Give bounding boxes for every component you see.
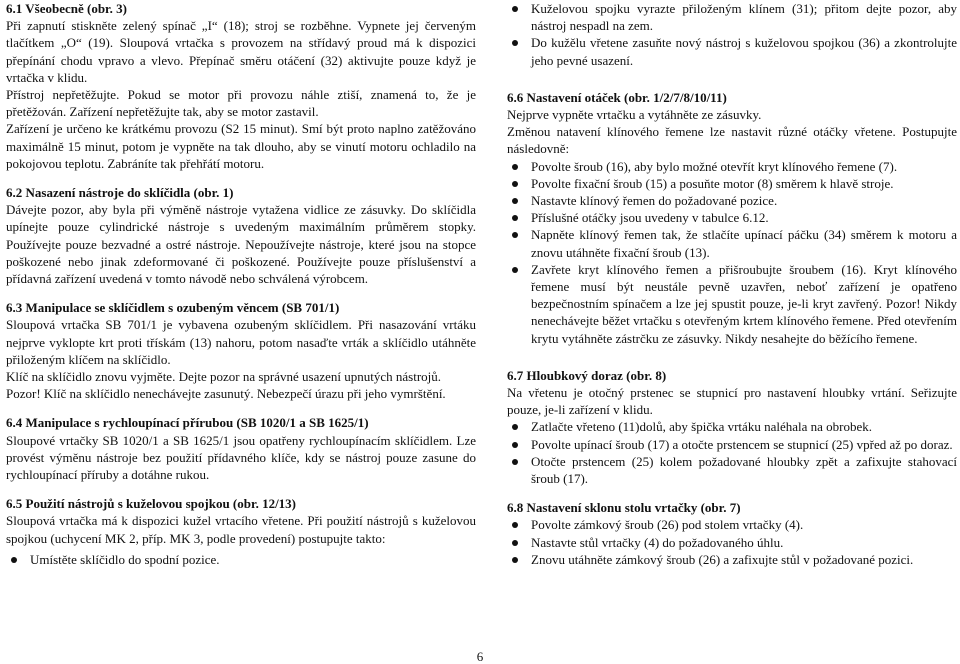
section-6-3-heading: 6.3 Manipulace se sklíčidlem s ozubeným věncem (SB 701/1) [6, 300, 340, 316]
right-column [507, 0, 957, 568]
bullet-item [6, 551, 476, 568]
bullet-icon [512, 181, 518, 187]
section-6-6-heading: 6.6 Nastavení otáček (obr. 1/2/7/8/10/11) [507, 89, 727, 105]
section-6-1-duty-paragraph: Zařízení je určeno ke krátkému provozu (S2 15 minut). Smí být proto naplno zatěžováno maximálně 15 minut, potom je vypněte na tak dlouho, aby se vinutí motoru ochladilo na pokojovou teplotu. Zabráníte tak přehřátí motoru. [6, 121, 476, 171]
section-6-6-bullet-list [507, 158, 957, 347]
section-6-5-paragraph: Sloupová vrtačka má k dispozici kužel vrtacího vřetene. Při použití nástrojů s kuželovou spojkou (uchycení MK 2, příp. MK 3, podle provedení) postupujte takto: [6, 513, 476, 546]
section-6-5-continued-bullet-list [507, 0, 957, 69]
section-6-8-bullet-list [507, 516, 957, 568]
bullet-item [507, 534, 957, 551]
bullet-icon [512, 267, 518, 273]
bullet-icon [11, 557, 17, 563]
bullet-icon [512, 232, 518, 238]
section-6-5-bullet-list [6, 551, 476, 568]
bullet-item [507, 158, 957, 175]
section-6-3-paragraph: Sloupová vrtačka SB 701/1 je vybavena ozubeným sklíčidlem. Při nasazování vrtáku nejprve vyklopte krt proti třískám (13) nahoru, potom nasaďte vrták a sklíčidlo utáhněte přiloženým klíčem na sklíčidlo. [6, 317, 476, 367]
bullet-item [507, 192, 957, 209]
section-6-2-paragraph: Dávejte pozor, aby byla při výměně nástroje vytažena vidlice ze zásuvky. Do sklíčidla upínejte pouze cylindrické nástroje s uvedeným maximálním průměrem stopky. Používejte pouze bezvadné a ostré nástroje. Nepoužívejte nástroje, které jsou na stopce poškozené nebo jinak zdeformované či poškozené. Používejte pouze příslušenství a přídavná zařízení uvedená v tomto návodě nebo schválená výrobcem. [6, 202, 476, 287]
bullet-text: Napněte klínový řemen tak, že stlačíte upínací páčku (34) směrem k motoru a znovu utáhněte fixační šroub (13). [531, 227, 957, 260]
section-6-7-bullet-list [507, 418, 957, 487]
section-6-1-paragraph: Při zapnutí stiskněte zelený spínač „I“ (18); stroj se rozběhne. Vypnete jej červeným tlačítkem „O“ (19). Sloupová vrtačka s provozem na střídavý proud má k dispozici přepínání chodu vpravo a vlevo. Přepínač směru otáčení (32) aktivujte pouze když je vrtačka v klidu. [6, 18, 476, 85]
bullet-text: Znovu utáhněte zámkový šroub (26) a zafixujte stůl v požadované pozici. [531, 551, 914, 567]
page-number: 6 [476, 649, 484, 664]
bullet-item [507, 516, 957, 533]
section-6-2-heading: 6.2 Nasazení nástroje do sklíčidla (obr. 1) [6, 185, 234, 201]
section-6-6-unplug-paragraph: Nejprve vypněte vrtačku a vytáhněte ze zásuvky. [507, 107, 762, 123]
section-6-7-heading: 6.7 Hloubkový doraz (obr. 8) [507, 367, 667, 383]
left-column [6, 0, 476, 568]
bullet-item [507, 436, 957, 453]
bullet-item [507, 34, 957, 68]
bullet-item [507, 226, 957, 260]
bullet-icon [512, 442, 518, 448]
section-6-1-overload-paragraph: Přístroj nepřetěžujte. Pokud se motor při provozu náhle ztiší, znamená to, že je přetěžován. Zařízení nepřetěžujte tak, aby se motor zastavil. [6, 87, 476, 120]
bullet-item [507, 261, 957, 347]
bullet-text: Povolte šroub (16), aby bylo možné otevřít kryt klínového řemene (7). [531, 158, 898, 174]
section-6-7-paragraph: Na vřetenu je otočný prstenec se stupnicí pro nastavení hloubky vrtání. Seřizujte pouze, je-li zařízení v klidu. [507, 385, 957, 418]
section-6-6-paragraph: Změnou natavení klínového řemene lze nastavit různé otáčky vřetene. Postupujte následovně: [507, 124, 957, 157]
bullet-text: Povolte zámkový šroub (26) pod stolem vrtačky (4). [531, 517, 804, 533]
bullet-icon [512, 198, 518, 204]
bullet-icon [512, 522, 518, 528]
bullet-text: Otočte prstencem (25) kolem požadované hloubky zpět a zafixujte stahovací šroub (17). [531, 453, 957, 487]
bullet-icon [512, 40, 518, 46]
bullet-icon [512, 540, 518, 546]
section-6-4-heading: 6.4 Manipulace s rychloupínací přírubou (SB 1020/1 a SB 1625/1) [6, 415, 369, 431]
section-6-3-warning-paragraph: Pozor! Klíč na sklíčidlo nenechávejte zasunutý. Nebezpečí úrazu při jeho vymrštění. [6, 386, 446, 402]
bullet-text: Povolte upínací šroub (17) a otočte prstencem se stupnicí (25) vpřed až po doraz. [531, 436, 953, 452]
bullet-item [507, 175, 957, 192]
bullet-icon [512, 6, 518, 12]
bullet-text: Umístěte sklíčidlo do spodní pozice. [30, 551, 220, 567]
bullet-text: Do kužělu vřetene zasuňte nový nástroj s kuželovou spojkou (36) a zkontrolujte jeho pevné usazení. [531, 35, 957, 68]
bullet-text: Nastavte stůl vrtačky (4) do požadovaného úhlu. [531, 534, 784, 550]
bullet-item [507, 453, 957, 487]
bullet-item [507, 0, 957, 34]
section-6-5-heading: 6.5 Použití nástrojů s kuželovou spojkou (obr. 12/13) [6, 496, 297, 512]
bullet-icon [512, 424, 518, 430]
bullet-icon [512, 164, 518, 170]
bullet-icon [512, 557, 518, 563]
section-6-3-key-paragraph: Klíč na sklíčidlo znovu vyjměte. Dejte pozor na správné usazení upnutých nástrojů. [6, 369, 442, 385]
bullet-text: Povolte fixační šroub (15) a posuňte motor (8) směrem k hlavě stroje. [531, 175, 894, 191]
section-6-1-heading: 6.1 Všeobecně (obr. 3) [6, 1, 127, 16]
bullet-text: Zatlačte vřeteno (11)dolů, aby špička vrtáku naléhala na obrobek. [531, 419, 872, 435]
bullet-text: Zavřete kryt klínového řemen a přišroubujte šroubem (16). Kryt klínového řemene musí být neustále pevně uzavřen, neboť zařízení je opatřeno bezpečnostním spínačem a lze jej spustit pouze, je-li kryt zavřený. Pozor! Nikdy nenechávejte běžet vrtačku s otevřeným krtem klínového řemene. Před otevřením krytu vytáhněte zástrčku ze zásuvky. Nikdy nesahejte do běžícího řemene. [531, 261, 957, 346]
bullet-item [507, 551, 957, 568]
bullet-text: Příslušné otáčky jsou uvedeny v tabulce 6.12. [531, 210, 769, 226]
bullet-icon [512, 215, 518, 221]
bullet-item [507, 418, 957, 435]
section-6-4-paragraph: Sloupové vrtačky SB 1020/1 a SB 1625/1 jsou opatřeny rychloupínacím sklíčidlem. Lze provést výměnu nástroje bez použití přídavného klíče, kdy se nástroj pouze zasune do rychloupínací příruby a dotáhne rukou. [6, 432, 476, 483]
bullet-item [507, 209, 957, 226]
bullet-text: Kuželovou spojku vyrazte přiloženým klínem (31); přitom dejte pozor, aby nástroj nespadl na zem. [531, 1, 957, 34]
bullet-icon [512, 459, 518, 465]
section-6-8-heading: 6.8 Nastavení sklonu stolu vrtačky (obr. 7) [507, 500, 741, 516]
bullet-text: Nastavte klínový řemen do požadované pozice. [531, 193, 778, 209]
